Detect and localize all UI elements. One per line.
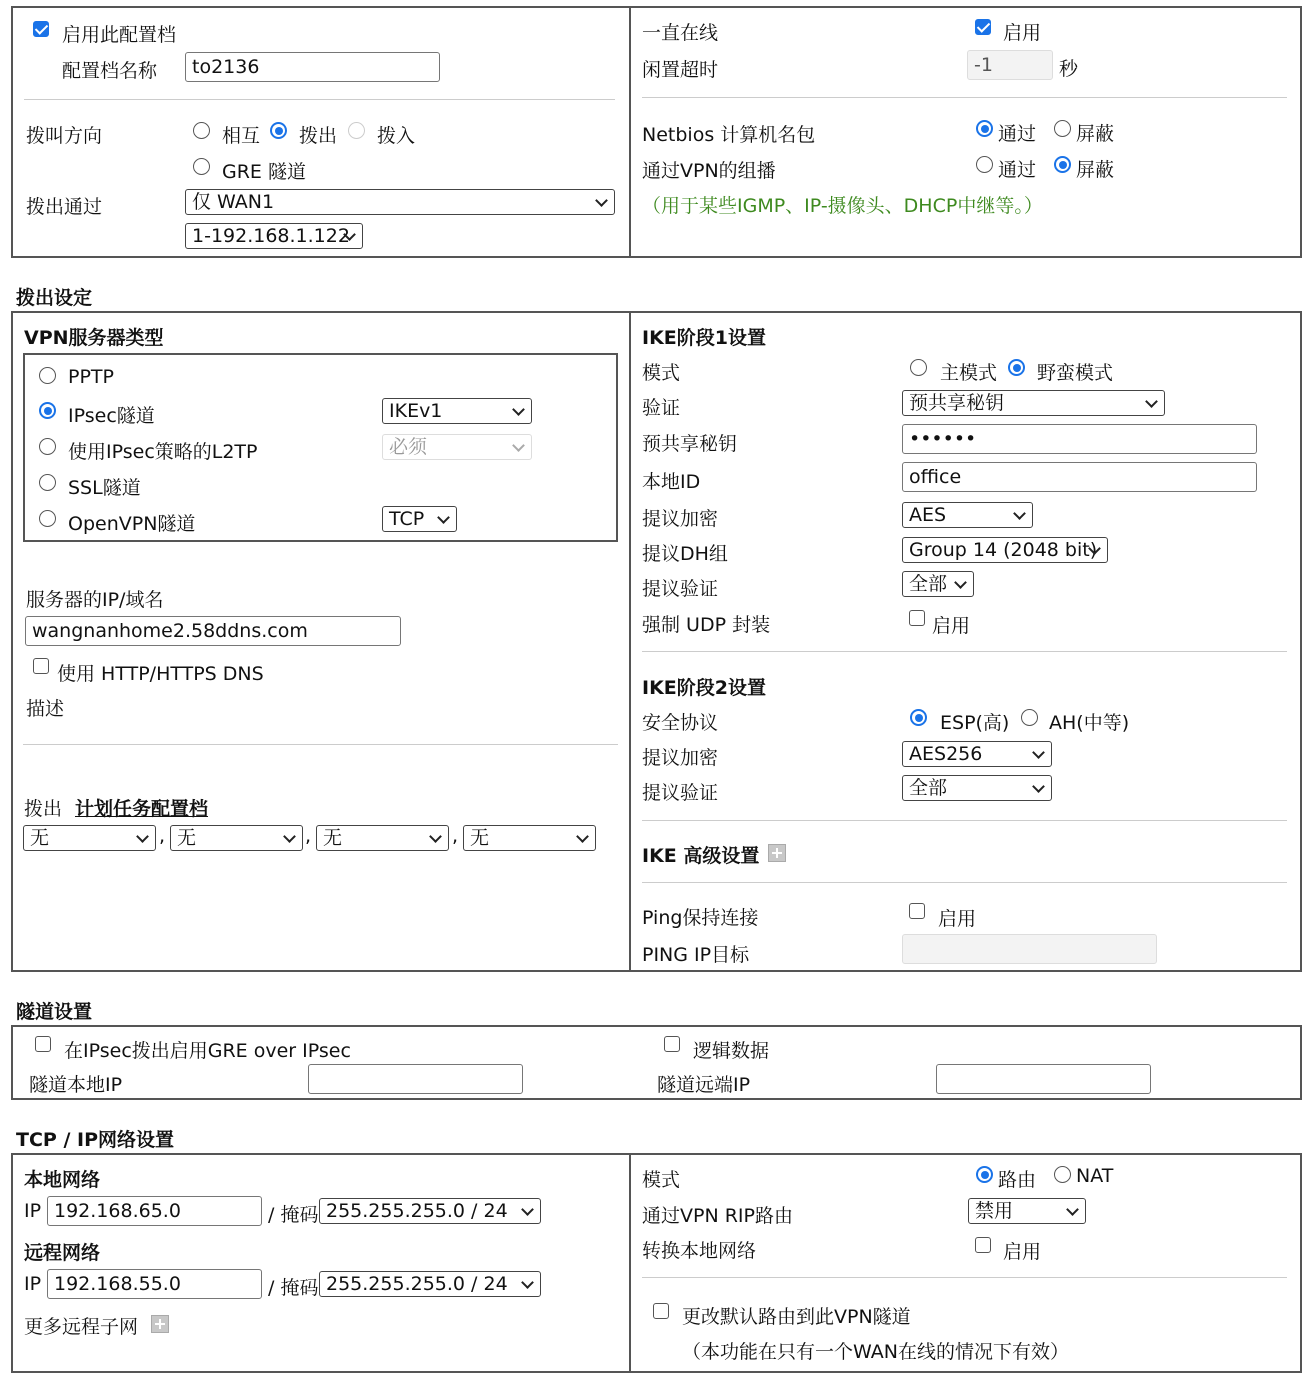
multicast-note: （用于某些IGMP、IP-摄像头、DHCP中继等。） (642, 195, 1043, 217)
gre-over-ipsec-checkbox[interactable] (35, 1036, 51, 1052)
ike1-dh-label: 提议DH组 (642, 543, 728, 565)
gre-over-ipsec-label: 在IPsec拨出启用GRE over IPsec (64, 1040, 351, 1062)
always-on-check-label: 启用 (1003, 22, 1042, 44)
netbios-block-label: 屏蔽 (1076, 123, 1115, 145)
ike1-aggressive-mode-label: 野蛮模式 (1037, 362, 1114, 384)
multicast-block-label: 屏蔽 (1076, 159, 1115, 181)
always-on-checkbox[interactable] (975, 19, 991, 35)
schedule-select-1[interactable]: 无 (23, 825, 156, 851)
ping-target-input[interactable] (902, 934, 1157, 964)
schedule-profile-link[interactable]: 计划任务配置档 (75, 798, 209, 820)
ike1-mode-label: 模式 (642, 362, 681, 384)
tunnel-local-ip-label: 隧道本地IP (29, 1074, 123, 1096)
schedule-comma: , (159, 825, 166, 847)
ike1-dh-select[interactable]: Group 14 (2048 bit) (902, 537, 1108, 563)
dialout-ip-select[interactable]: 1-192.168.1.122 (185, 223, 363, 249)
ike1-udp-checkbox[interactable] (909, 610, 925, 626)
netbios-block-radio[interactable] (1054, 120, 1071, 137)
tunnel-section-title: 隧道设置 (16, 1001, 93, 1023)
ike-advanced-title: IKE 高级设置 (642, 845, 760, 867)
ping-keepalive-checkbox[interactable] (909, 903, 925, 919)
type-pptp-label: PPTP (68, 366, 114, 388)
enable-profile-checkbox[interactable] (33, 21, 49, 37)
ike1-local-id-label: 本地ID (642, 471, 701, 493)
multicast-pass-label: 通过 (998, 159, 1037, 181)
divider (642, 1277, 1287, 1278)
remote-ip-input[interactable]: 192.168.55.0 (47, 1269, 262, 1299)
ike2-title: IKE阶段2设置 (642, 677, 766, 699)
multicast-pass-radio[interactable] (976, 156, 993, 173)
openvpn-protocol-select[interactable]: TCP (382, 506, 457, 532)
schedule-select-2[interactable]: 无 (170, 825, 303, 851)
http-dns-checkbox[interactable] (33, 658, 49, 674)
direction-gre-radio[interactable] (193, 158, 210, 175)
local-network-title: 本地网络 (24, 1169, 101, 1191)
ping-keepalive-check-label: 启用 (938, 908, 977, 930)
ping-keepalive-label: Ping保持连接 (642, 907, 759, 929)
ike1-local-id-input[interactable]: office (902, 462, 1257, 492)
multicast-block-radio[interactable] (1054, 156, 1071, 173)
always-on-label: 一直在线 (642, 22, 719, 44)
netbios-label: Netbios 计算机名包 (642, 124, 816, 146)
rip-label: 通过VPN RIP路由 (642, 1205, 793, 1227)
ike2-ah-radio[interactable] (1021, 709, 1038, 726)
mode-nat-radio[interactable] (1054, 1166, 1071, 1183)
type-openvpn-label: OpenVPN隧道 (68, 513, 196, 535)
schedule-comma: , (305, 825, 312, 847)
server-type-title: VPN服务器类型 (24, 327, 164, 349)
tunnel-remote-ip-input[interactable] (936, 1064, 1151, 1094)
mode-nat-label: NAT (1076, 1165, 1114, 1187)
ike-advanced-expand-icon[interactable] (768, 844, 786, 862)
remote-mask-label: / 掩码 (268, 1277, 319, 1299)
tcpip-divider (629, 1153, 631, 1373)
more-subnets-expand-icon[interactable] (151, 1315, 169, 1333)
mode-route-label: 路由 (998, 1169, 1037, 1191)
type-ipsec-radio[interactable] (39, 402, 56, 419)
ike2-proto-label: 安全协议 (642, 712, 719, 734)
direction-dialin-radio[interactable] (348, 122, 365, 139)
logic-data-checkbox[interactable] (664, 1036, 680, 1052)
tcpip-mode-label: 模式 (642, 1169, 681, 1191)
schedule-select-4[interactable]: 无 (463, 825, 596, 851)
remote-mask-select[interactable]: 255.255.255.0 / 24 (319, 1271, 541, 1297)
type-ipsec-label: IPsec隧道 (68, 405, 155, 427)
ike1-udp-check-label: 启用 (932, 615, 971, 637)
ike1-main-mode-label: 主模式 (940, 362, 998, 384)
type-l2tp-radio[interactable] (39, 438, 56, 455)
ike1-udp-label: 强制 UDP 封装 (642, 614, 771, 636)
default-route-checkbox[interactable] (653, 1303, 669, 1319)
ike1-title: IKE阶段1设置 (642, 327, 766, 349)
schedule-prefix: 拨出 (24, 798, 63, 820)
ike1-auth2-select[interactable]: 全部 (902, 571, 974, 597)
ike1-main-mode-radio[interactable] (910, 359, 927, 376)
description-label: 描述 (26, 698, 65, 720)
type-openvpn-radio[interactable] (39, 510, 56, 527)
divider (642, 97, 1287, 98)
local-mask-select[interactable]: 255.255.255.0 / 24 (319, 1198, 541, 1224)
netbios-pass-radio[interactable] (976, 120, 993, 137)
ipsec-version-select[interactable]: IKEv1 (382, 398, 532, 424)
direction-both-radio[interactable] (193, 122, 210, 139)
remote-ip-label: IP (24, 1273, 42, 1295)
type-l2tp-label: 使用IPsec策略的L2TP (68, 441, 258, 463)
tcpip-section-title: TCP / IP网络设置 (16, 1129, 174, 1151)
ike1-auth2-label: 提议验证 (642, 578, 719, 600)
server-address-input[interactable]: wangnanhome2.58ddns.com (25, 616, 401, 646)
type-pptp-radio[interactable] (39, 367, 56, 384)
enable-profile-label: 启用此配置档 (62, 24, 177, 46)
dialout-divider (629, 311, 631, 972)
ike1-enc-label: 提议加密 (642, 508, 719, 530)
ike2-esp-label: ESP(高) (940, 712, 1010, 734)
ike2-esp-radio[interactable] (910, 709, 927, 726)
default-route-note: （本功能在只有一个WAN在线的情况下有效） (682, 1341, 1069, 1363)
multicast-label: 通过VPN的组播 (642, 160, 776, 182)
divider (642, 820, 1287, 821)
ping-target-label: PING IP目标 (642, 944, 750, 966)
ike1-auth-select[interactable]: 预共享秘钥 (902, 390, 1165, 416)
ike1-enc-select[interactable]: AES (902, 502, 1033, 528)
dialout-via-select[interactable]: 仅 WAN1 (185, 189, 615, 215)
translate-network-check-label: 启用 (1003, 1241, 1042, 1263)
direction-label: 拨叫方向 (26, 125, 103, 147)
idle-timeout-input[interactable]: -1 (967, 50, 1053, 80)
divider (24, 99, 615, 100)
direction-dialin-label: 拨入 (377, 125, 416, 147)
divider (23, 744, 618, 745)
idle-timeout-label: 闲置超时 (642, 59, 719, 81)
ike1-auth-label: 验证 (642, 397, 681, 419)
dialout-section-title: 拨出设定 (16, 287, 93, 309)
local-mask-label: / 掩码 (268, 1204, 319, 1226)
idle-timeout-unit: 秒 (1059, 58, 1079, 80)
schedule-select-3[interactable]: 无 (316, 825, 449, 851)
logic-data-label: 逻辑数据 (693, 1040, 770, 1062)
http-dns-label: 使用 HTTP/HTTPS DNS (57, 663, 264, 685)
ike2-enc-select[interactable]: AES256 (902, 741, 1052, 767)
type-ssl-radio[interactable] (39, 474, 56, 491)
dialout-via-label: 拨出通过 (26, 196, 103, 218)
ike1-psk-label: 预共享秘钥 (642, 433, 738, 455)
schedule-comma: , (452, 825, 459, 847)
profile-divider (629, 6, 631, 258)
ike2-auth-select[interactable]: 全部 (902, 775, 1052, 801)
profile-name-label: 配置档名称 (62, 60, 158, 82)
direction-both-label: 相互 (222, 125, 261, 147)
direction-dialout-radio[interactable] (270, 122, 287, 139)
netbios-pass-label: 通过 (998, 123, 1037, 145)
more-subnets-label: 更多远程子网 (24, 1316, 139, 1338)
server-address-label: 服务器的IP/域名 (26, 589, 164, 611)
ike2-enc-label: 提议加密 (642, 747, 719, 769)
direction-dialout-label: 拨出 (299, 125, 338, 147)
divider (642, 882, 1287, 883)
remote-network-title: 远程网络 (24, 1242, 101, 1264)
ike2-ah-label: AH(中等) (1049, 712, 1130, 734)
profile-name-input[interactable]: to2136 (185, 52, 440, 82)
translate-network-label: 转换本地网络 (642, 1240, 757, 1262)
local-ip-label: IP (24, 1200, 42, 1222)
ike2-auth-label: 提议验证 (642, 782, 719, 804)
mode-route-radio[interactable] (976, 1166, 993, 1183)
divider (642, 651, 1287, 652)
rip-select[interactable]: 禁用 (968, 1198, 1086, 1224)
ike1-psk-input[interactable]: •••••• (902, 424, 1257, 454)
direction-gre-label: GRE 隧道 (222, 161, 306, 183)
translate-network-checkbox[interactable] (975, 1237, 991, 1253)
type-ssl-label: SSL隧道 (68, 477, 141, 499)
tunnel-remote-ip-label: 隧道远端IP (657, 1074, 751, 1096)
default-route-label: 更改默认路由到此VPN隧道 (682, 1306, 911, 1328)
local-ip-input[interactable]: 192.168.65.0 (47, 1196, 262, 1226)
tunnel-local-ip-input[interactable] (308, 1064, 523, 1094)
ike1-aggressive-mode-radio[interactable] (1008, 359, 1025, 376)
l2tp-policy-select[interactable]: 必须 (382, 434, 532, 460)
